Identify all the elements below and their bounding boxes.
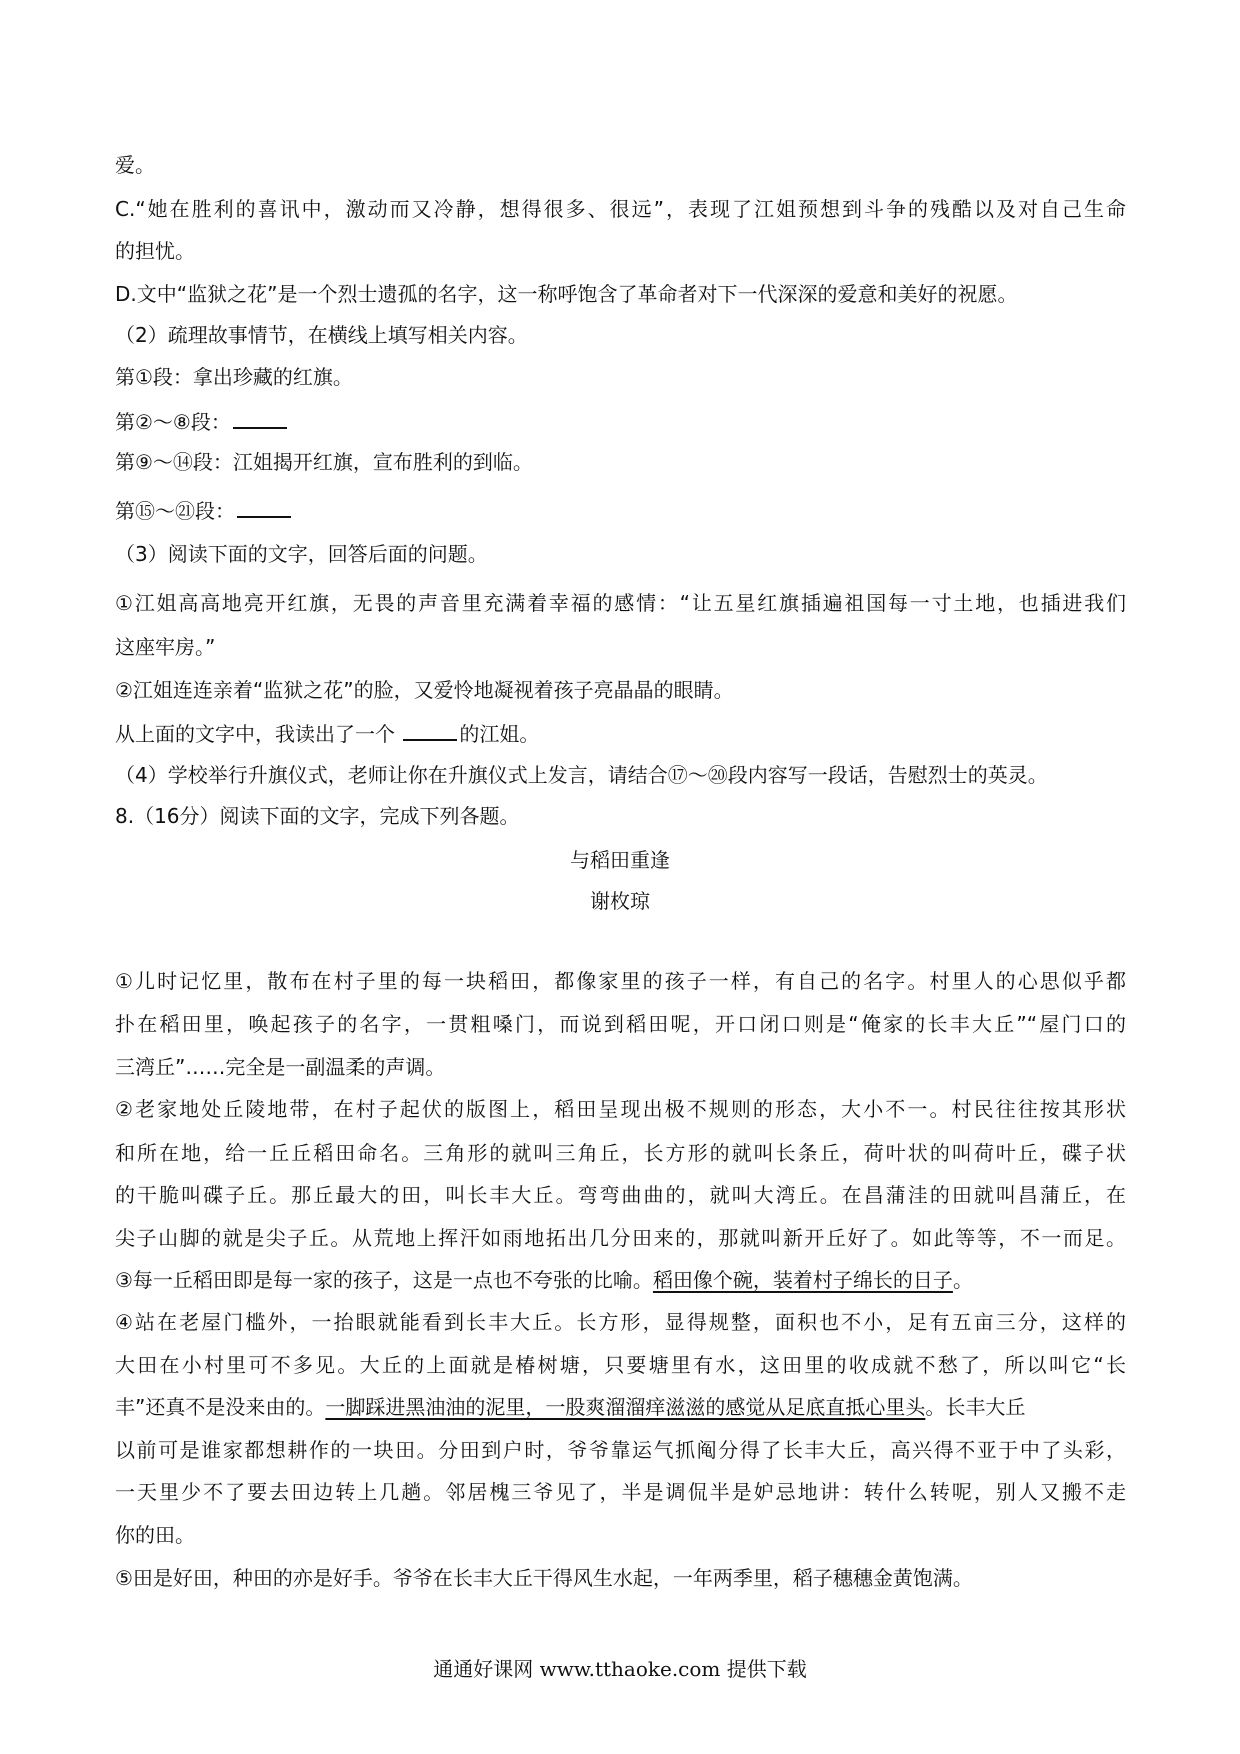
text-segment: 这座牢房。” [115,635,216,659]
text-segment: （3）阅读下面的文字，回答后面的问题。 [115,542,488,566]
text-line [115,197,1126,221]
text-segment: 第⑨～⑭段：江姐揭开红旗，宣布胜利的到临。 [115,450,533,474]
text-line [115,1055,1126,1079]
footer-source: 通通好课网 www.tthaoke.com 提供下载 [433,1657,807,1681]
text-segment: 爱。 [115,153,155,177]
text-line [115,1438,1126,1462]
text-segment: 三湾丘”……完全是一副温柔的声调。 [115,1055,446,1079]
text-line [115,1226,1126,1250]
article-title [0,848,1240,872]
text-line [115,542,1126,566]
text-segment: ①江姐高高地亮开红旗，无畏的声音里充满着幸福的感情：“让五星红旗插遍祖国每一寸土地，也插进我们 [115,591,1126,615]
text-segment: 一天里少不了要去田边转上几趟。邻居槐三爷见了，半是调侃半是妒忌地讲：转什么转呢，别人又搬不走 [115,1480,1126,1504]
text-line [115,1480,1126,1504]
text-segment: ②老家地处丘陵地带，在村子起伏的版图上，稻田呈现出极不规则的形态，大小不一。村民往往按其形状 [115,1097,1126,1121]
text-segment: （2）疏理故事情节，在横线上填写相关内容。 [115,323,528,347]
text-segment: ②江姐连连亲着“监狱之花”的脸，又爱怜地凝视着孩子亮晶晶的眼睛。 [115,678,734,702]
text-segment: 8.（16分）阅读下面的文字，完成下列各题。 [115,804,520,828]
text-segment: 尖子山脚的就是尖子丘。从荒地上挥汗如雨地拓出几分田来的，那就叫新开丘好了。如此等等，不一而足。 [115,1226,1126,1250]
text-line [115,591,1126,615]
text-segment: 的江姐。 [459,722,540,746]
text-segment: 你的田。 [115,1523,195,1547]
text-segment: D.文中“监狱之花”是一个烈士遗孤的名字，这一称呼饱含了革命者对下一代深深的爱意和美好的祝愿。 [115,282,1018,306]
text-segment: 第②～⑧段： [115,410,231,434]
text-line [115,635,1126,659]
text-segment: ③每一丘稻田即是每一家的孩子，这是一点也不夸张的比喻。 [115,1268,653,1292]
text-line [115,804,1126,828]
text-line [115,1395,1126,1419]
text-segment: 的担忧。 [115,239,195,263]
text-line [115,969,1126,993]
text-line [115,409,1126,434]
text-segment: ⑤田是好田，种田的亦是好手。爷爷在长丰大丘干得风生水起，一年两季里，稻子穗穗金黄饱满。 [115,1566,973,1590]
text-line [115,323,1126,347]
text-segment: 。长丰大丘 [925,1395,1026,1419]
text-line [115,678,1126,702]
text-segment: 第①段：拿出珍藏的红旗。 [115,365,353,389]
underlined-sentence: 一脚踩进黑油油的泥里，一股爽溜溜痒滋滋的感觉从足底直抵心里头 [325,1395,926,1419]
text-line [115,450,1126,474]
text-segment: 和所在地，给一丘丘稻田命名。三角形的就叫三角丘，长方形的就叫长条丘，荷叶状的叫荷叶丘，碟子状 [115,1141,1126,1165]
answer-blank[interactable] [403,721,457,741]
text-segment: 扑在稻田里，唤起孩子的名字，一贯粗嗓门，而说到稻田呢，开口闭口则是“俺家的长丰大丘”“屋门口的 [115,1012,1126,1036]
text-segment: 丰”还真不是没来由的。 [115,1395,326,1419]
text-segment: 的干脆叫碟子丘。那丘最大的田，叫长丰大丘。弯弯曲曲的，就叫大湾丘。在昌蒲洼的田就叫昌蒲丘，在 [115,1183,1126,1207]
text-line [115,365,1126,389]
text-segment: ①儿时记忆里，散布在村子里的每一块稻田，都像家里的孩子一样，有自己的名字。村里人的心思似乎都 [115,969,1126,993]
text-segment: 第⑮～㉑段： [115,499,235,523]
text-line [115,1353,1126,1377]
text-segment: 与稻田重逢 [570,848,670,872]
text-line [115,239,1126,263]
text-segment: C.“她在胜利的喜讯中，激动而又冷静，想得很多、很远”，表现了江姐预想到斗争的残酷以及对自己生命 [115,197,1126,221]
text-line [115,1268,1126,1292]
text-line [115,1183,1126,1207]
text-line [115,1141,1126,1165]
text-line [115,1523,1126,1547]
text-segment: 大田在小村里可不多见。大丘的上面就是椿树塘，只要塘里有水，这田里的收成就不愁了，所以叫它“长 [115,1353,1126,1377]
text-line [115,1566,1126,1590]
text-line [115,153,1126,177]
text-segment: （4）学校举行升旗仪式，老师让你在升旗仪式上发言，请结合⑰～⑳段内容写一段话，告慰烈士的英灵。 [115,763,1048,787]
text-line [115,763,1126,787]
text-segment: 以前可是谁家都想耕作的一块田。分田到户时，爷爷靠运气抓阄分得了长丰大丘，高兴得不亚于中了头彩， [115,1438,1126,1462]
answer-blank[interactable] [233,409,287,429]
text-line [115,721,1126,746]
text-line [115,282,1126,306]
text-segment: ④站在老屋门槛外，一抬眼就能看到长丰大丘。长方形，显得规整，面积也不小，足有五亩三分，这样的 [115,1310,1126,1334]
article-author [0,889,1240,913]
answer-blank[interactable] [237,498,291,518]
underlined-sentence: 稻田像个碗，装着村子绵长的日子 [652,1268,953,1292]
text-segment: 从上面的文字中，我读出了一个 [115,722,402,746]
text-segment: 。 [952,1268,973,1292]
text-line [115,498,1126,523]
text-line [115,1310,1126,1334]
text-segment: 谢枚琼 [590,889,650,913]
text-line [115,1097,1126,1121]
text-line [115,1012,1126,1036]
